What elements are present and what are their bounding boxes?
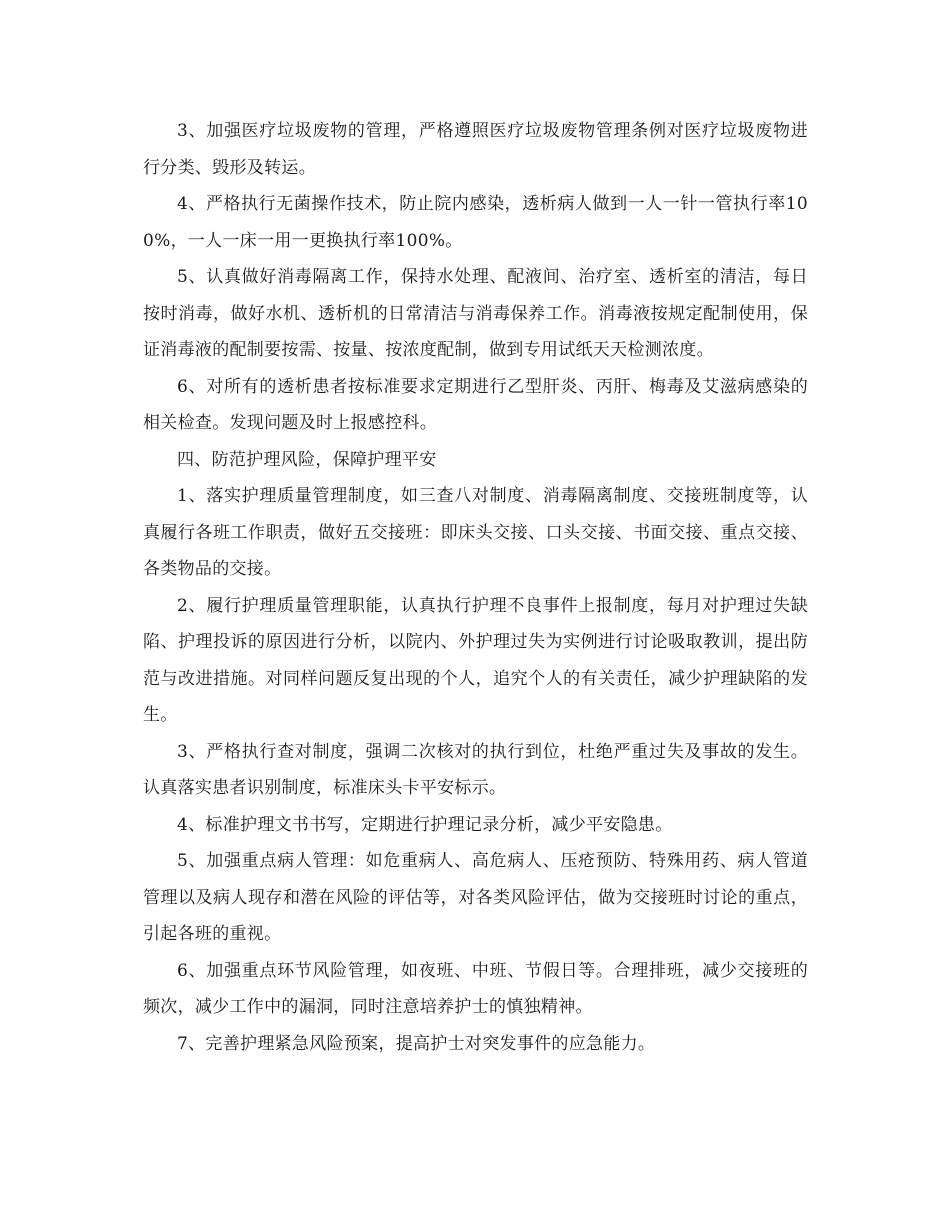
paragraph-nursing-documents: 4、标准护理文书书写，定期进行护理记录分析，减少平安隐患。 <box>177 814 673 835</box>
section-heading-risk-prevention: 四、防范护理风险，保障护理平安 <box>177 449 437 470</box>
paragraph-waste-management: 3、加强医疗垃圾废物的管理，严格遵照医疗垃圾废物管理条例对医疗垃圾废物进行分类、毁形及转运。 <box>143 121 808 178</box>
paragraph-aseptic-technique: 4、严格执行无菌操作技术，防止院内感染，透析病人做到一人一针一管执行率100%，一人一床一用一更换执行率100%。 <box>143 194 808 251</box>
paragraph-key-patient-management: 5、加强重点病人管理：如危重病人、高危病人、压疮预防、特殊用药、病人管道管理以及病人现存和潜在风险的评估等，对各类风险评估，做为交接班时讨论的重点，引起各班的重视。 <box>143 851 808 944</box>
paragraph-adverse-event-reporting: 2、履行护理质量管理职能，认真执行护理不良事件上报制度，每月对护理过失缺陷、护理投诉的原因进行分析，以院内、外护理过失为实例进行讨论吸取教训，提出防范与改进措施。对同样问题反复出现的个人，追究个人的有关责任，减少护理缺陷的发生。 <box>143 595 808 725</box>
document-body <box>143 113 808 1062</box>
paragraph-verification-system: 3、严格执行查对制度，强调二次核对的执行到位，杜绝严重过失及事故的发生。认真落实患者识别制度，标准床头卡平安标示。 <box>143 741 808 798</box>
paragraph-key-link-risk: 6、加强重点环节风险管理，如夜班、中班、节假日等。合理排班，减少交接班的频次，减少工作中的漏洞，同时注意培养护士的慎独精神。 <box>143 960 808 1017</box>
paragraph-emergency-plan: 7、完善护理紧急风险预案，提高护士对突发事件的应急能力。 <box>177 1033 656 1054</box>
paragraph-disinfection-isolation: 5、认真做好消毒隔离工作，保持水处理、配液间、治疗室、透析室的清洁，每日按时消毒，做好水机、透析机的日常清洁与消毒保养工作。消毒液按规定配制使用，保证消毒液的配制要按需、按量、按浓度配制，做到专用试纸天天检测浓度。 <box>143 267 808 360</box>
paragraph-quality-system: 1、落实护理质量管理制度，如三查八对制度、消毒隔离制度、交接班制度等，认真履行各班工作职责，做好五交接班：即床头交接、口头交接、书面交接、重点交接、各类物品的交接。 <box>143 486 808 579</box>
paragraph-infection-screening: 6、对所有的透析患者按标准要求定期进行乙型肝炎、丙肝、梅毒及艾滋病感染的相关检查。发现问题及时上报感控科。 <box>143 376 808 433</box>
